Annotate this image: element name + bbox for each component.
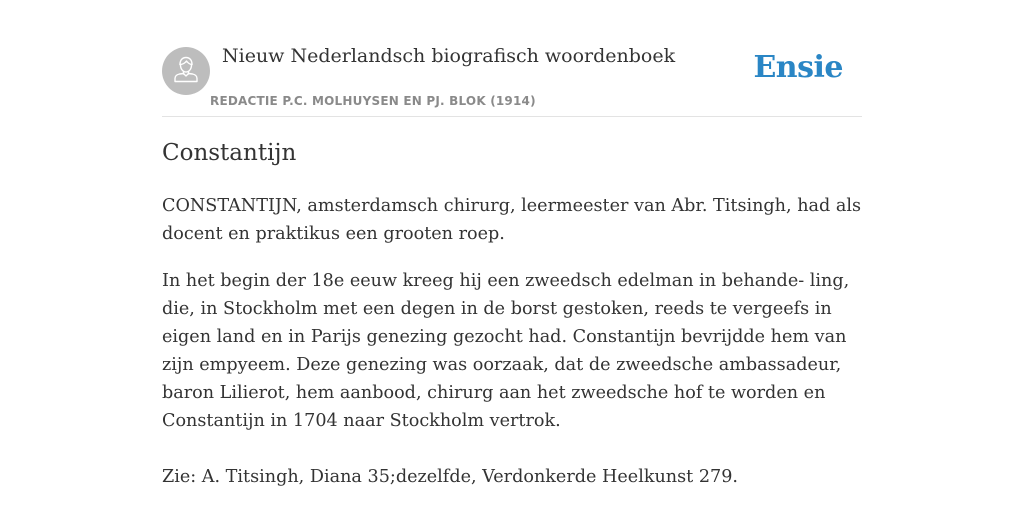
article — [162, 0, 862, 487]
ensie-logo[interactable]: Ensie — [753, 50, 843, 85]
entry-title: Constantijn — [162, 140, 297, 166]
book-title[interactable]: Nieuw Nederlandsch biografisch woordenboek — [222, 45, 676, 67]
entry-reference: Zie: A. Titsingh, Diana 35;dezelfde, Verdonkerde Heelkunst 279. — [162, 467, 739, 487]
source-header — [162, 0, 862, 117]
entry-paragraph: CONSTANTIJN, amsterdamsch chirurg, leermeester van Abr. Titsingh, had als docent en praktikus een grooten roep. — [162, 196, 862, 244]
person-icon — [173, 55, 199, 88]
entry-paragraph: In het begin der 18e eeuw kreeg hij een zweedsch edelman in behande- ling, die, in Stockholm met een degen in de borst gestoken, reeds te vergeefs in eigen land en in Parijs genezing gezocht had. Constantijn bevrijdde hem van zijn empyeem. Deze genezing was oorzaak, dat de zweedsche ambassadeur, baron Lilierot, hem aanbood, chirurg aan het zweedsche hof te worden en Constantijn in 1704 naar Stockholm vertrok. — [162, 271, 850, 431]
avatar[interactable] — [162, 47, 210, 95]
book-editors: REDACTIE P.C. MOLHUYSEN EN PJ. BLOK (1914) — [210, 94, 536, 108]
